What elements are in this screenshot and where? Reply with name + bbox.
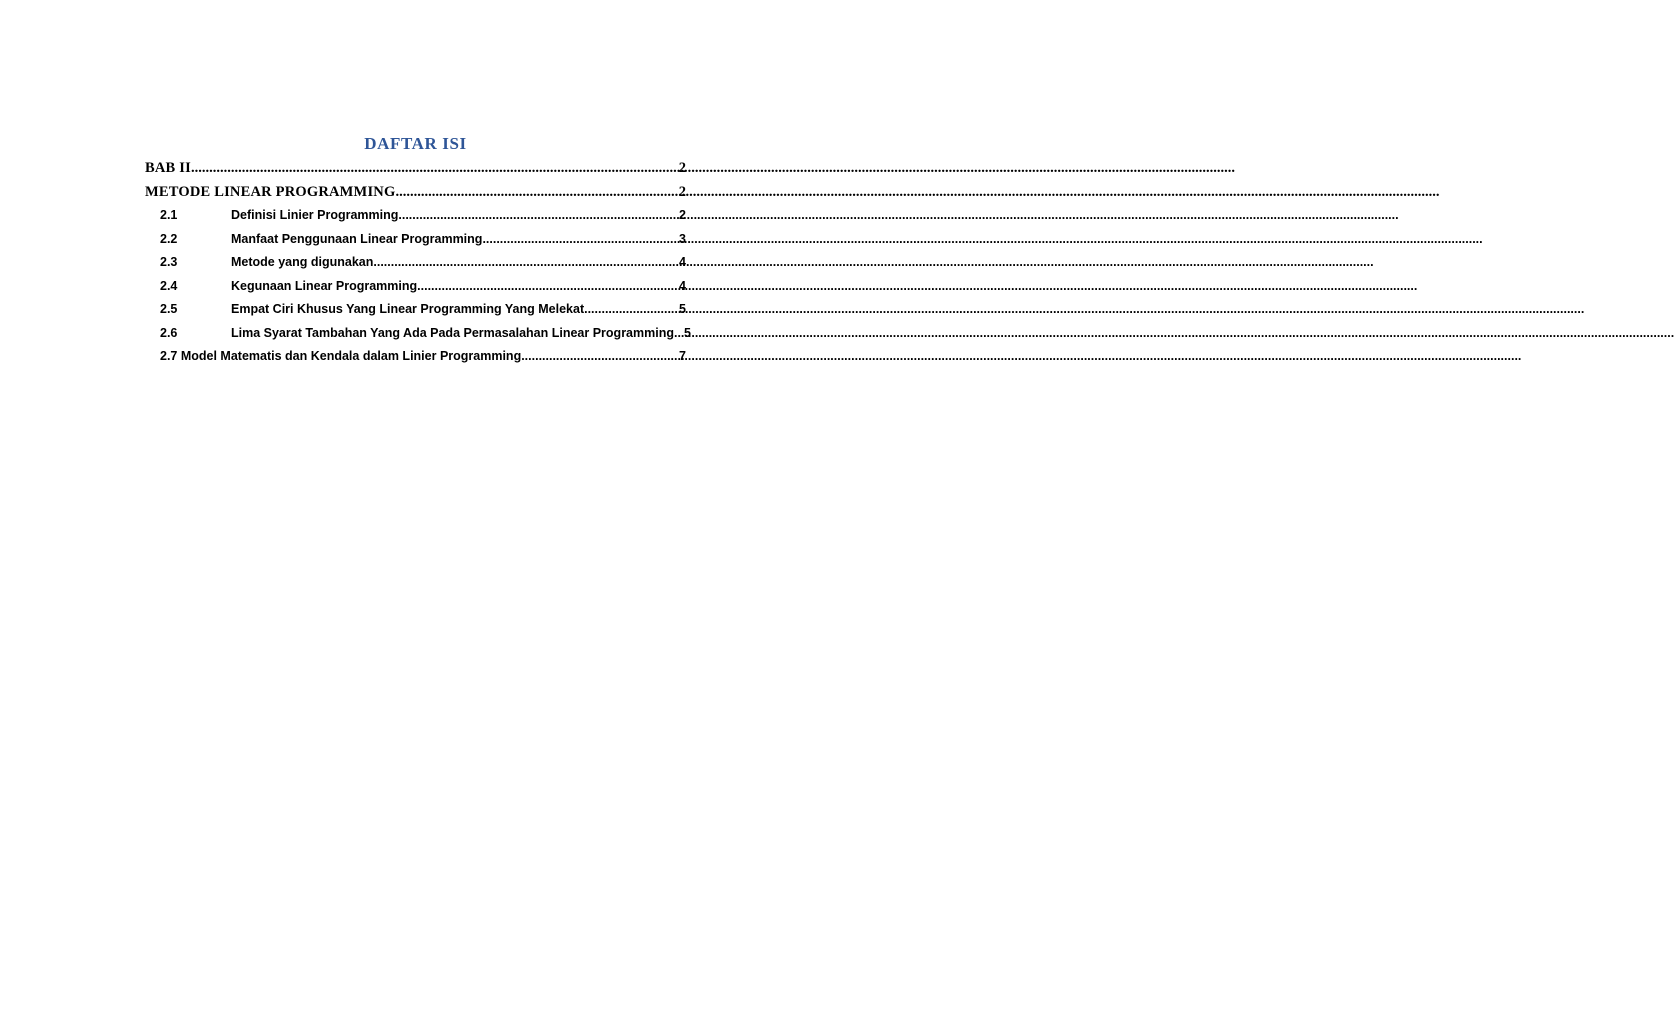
toc-entry-section-2-5[interactable]: [145, 298, 686, 322]
toc-title: DAFTAR ISI: [364, 134, 467, 153]
toc-entry-page: 5: [679, 302, 686, 316]
toc-entry-label: METODE LINEAR PROGRAMMING: [145, 184, 396, 200]
toc-entry-label: Empat Ciri Khusus Yang Linear Programming Yang Melekat: [231, 302, 585, 316]
dot-leader: [417, 275, 679, 299]
dot-leader: [373, 251, 679, 275]
toc-entry-number: 2.1: [160, 208, 178, 222]
dot-leader: [521, 345, 679, 369]
dot-leader: [395, 180, 678, 204]
toc-entry-label: Lima Syarat Tambahan Yang Ada Pada Permasalahan Linear Programming: [231, 325, 674, 340]
toc-entry-page: 2: [678, 184, 686, 200]
toc-entry-label: Kegunaan Linear Programming: [231, 278, 418, 293]
toc-entry-page: 7: [679, 349, 686, 363]
toc-entry-label: Manfaat Penggunaan Linear Programming: [231, 231, 483, 246]
toc-entry-section-2-6[interactable]: [145, 322, 691, 346]
toc-entry-page: 2: [678, 160, 686, 176]
toc-entry-page: 4: [679, 255, 686, 269]
toc-entry-page: 2: [679, 208, 686, 222]
table-of-contents: [145, 132, 691, 369]
toc-entry-page: 4: [679, 278, 686, 293]
dot-leader: [584, 298, 679, 322]
toc-entry-number: 2.4: [160, 278, 178, 293]
toc-entry-bab-ii[interactable]: [145, 156, 686, 180]
toc-entry-section-2-3[interactable]: [145, 251, 686, 275]
toc-entry-number: 2.3: [160, 255, 178, 269]
toc-entry-label: 2.7 Model Matematis dan Kendala dalam Linier Programming: [160, 349, 522, 363]
dot-leader: [482, 228, 679, 252]
toc-entry-section-2-2[interactable]: [145, 228, 686, 252]
toc-entry-label: Definisi Linier Programming: [231, 208, 399, 222]
toc-entry-label: Metode yang digunakan: [231, 255, 374, 269]
toc-entry-number: 2.6: [160, 325, 178, 340]
toc-entry-number: 2.2: [160, 231, 178, 246]
toc-entry-page: 5: [683, 325, 691, 340]
toc-entry-number: 2.5: [160, 302, 178, 316]
toc-entry-metode-linear-programming[interactable]: [145, 180, 686, 204]
toc-entry-section-2-7[interactable]: [145, 345, 686, 369]
toc-entry-section-2-1[interactable]: [145, 204, 686, 228]
toc-entry-page: 3: [679, 231, 686, 246]
toc-entry-section-2-4[interactable]: [145, 275, 686, 299]
dot-leader: [191, 156, 679, 180]
dot-leader: [674, 322, 684, 346]
toc-entry-label: BAB II: [145, 160, 191, 176]
dot-leader: [398, 204, 679, 228]
